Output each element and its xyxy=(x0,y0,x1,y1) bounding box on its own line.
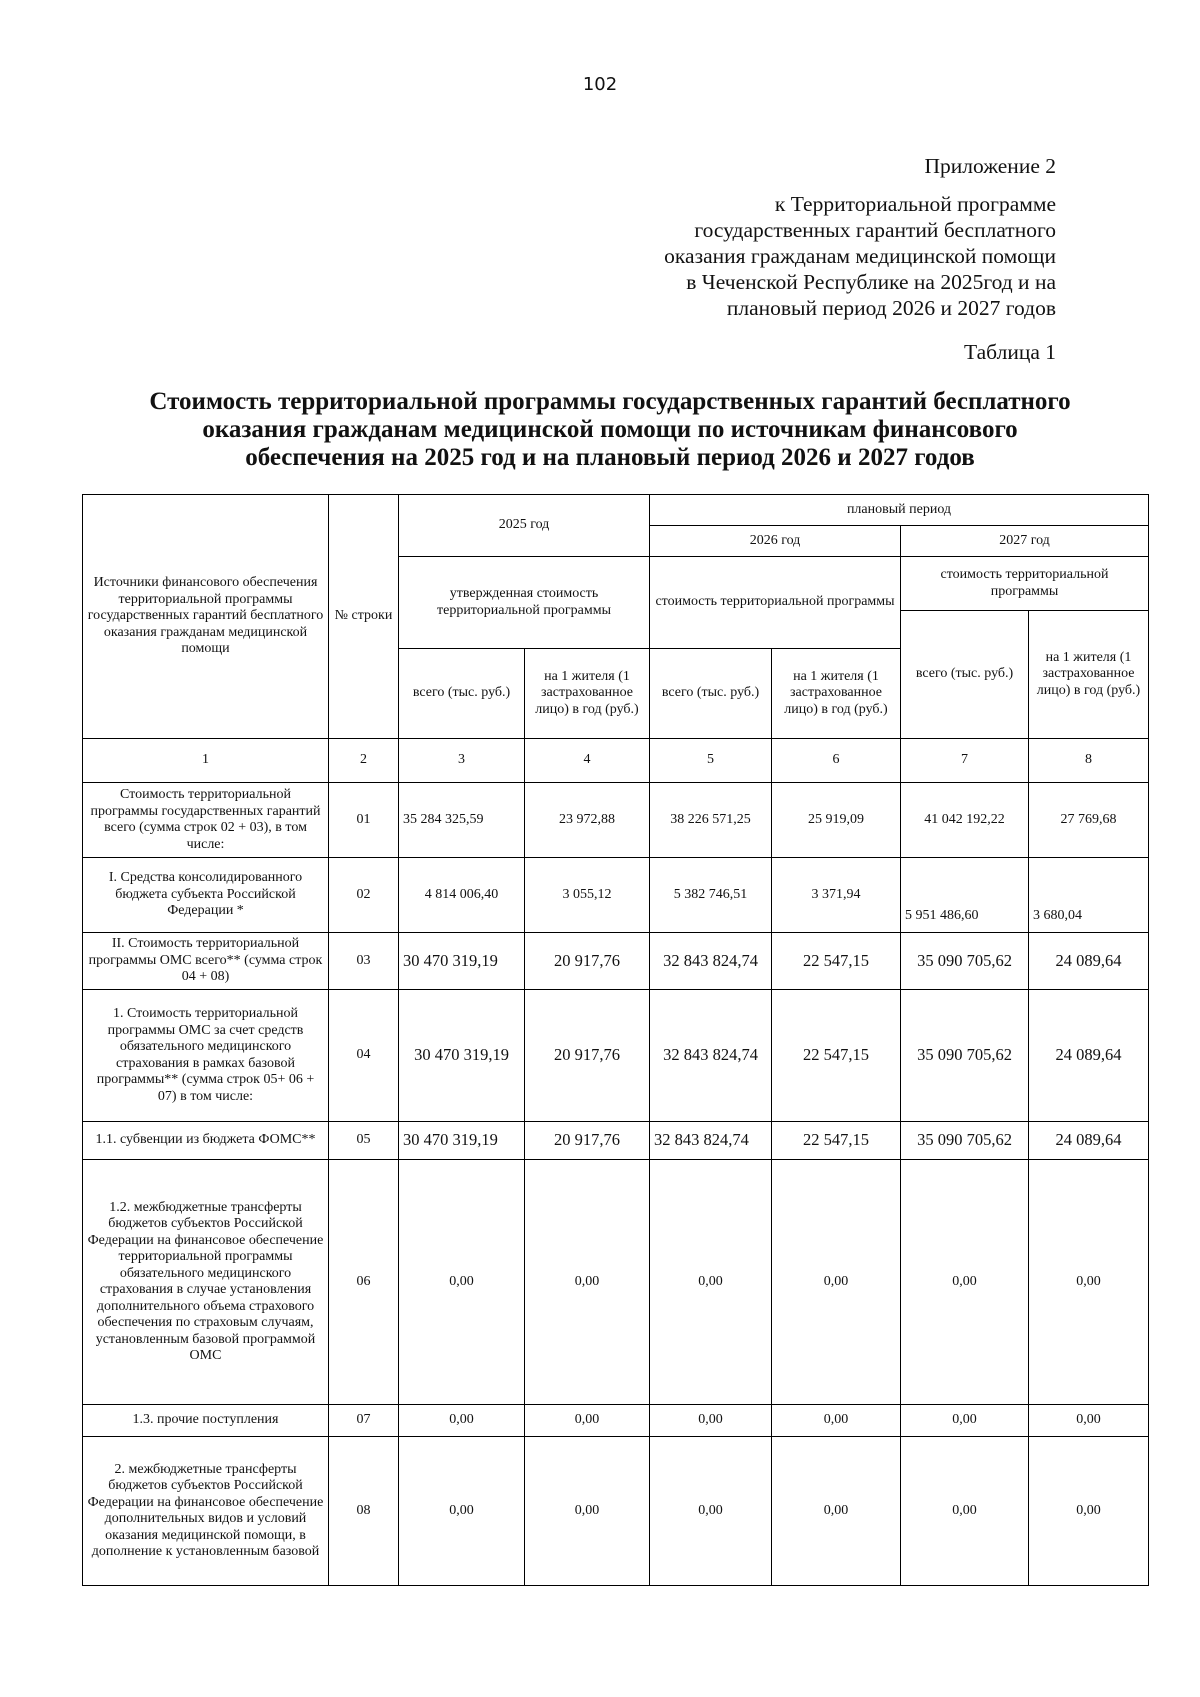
cell-value: 22 547,15 xyxy=(772,990,901,1122)
row-number: 02 xyxy=(329,858,399,933)
row-number: 08 xyxy=(329,1437,399,1586)
cell-value: 3 371,94 xyxy=(772,858,901,933)
header-row-no: № строки xyxy=(329,495,399,739)
cell-value: 22 547,15 xyxy=(772,933,901,990)
page-number: 102 xyxy=(582,74,618,95)
header-year-2025: 2025 год xyxy=(399,495,650,557)
cell-value: 35 284 325,59 xyxy=(399,783,525,858)
cell-value: 0,00 xyxy=(772,1160,901,1405)
title-line: оказания гражданам медицинской помощи по источникам финансового xyxy=(202,416,1018,443)
row-label: II. Стоимость территориальной программы ОМС всего** (сумма строк 04 + 08) xyxy=(83,933,329,990)
table-row xyxy=(83,1160,1149,1405)
header-source: Источники финансового обеспечения территориальной программы государственных гарантий бесплатного оказания гражданам медицинской помощи xyxy=(83,495,329,739)
table-row xyxy=(83,990,1149,1122)
cell-value: 20 917,76 xyxy=(525,933,650,990)
cell-value: 35 090 705,62 xyxy=(901,933,1029,990)
cell-value: 30 470 319,19 xyxy=(399,1122,525,1160)
row-number: 07 xyxy=(329,1405,399,1437)
cell-value: 0,00 xyxy=(1029,1405,1149,1437)
cell-value: 0,00 xyxy=(650,1405,772,1437)
column-number: 5 xyxy=(650,739,772,783)
cell-value: 30 470 319,19 xyxy=(399,990,525,1122)
table-row xyxy=(83,783,1149,858)
row-label: 1.1. субвенции из бюджета ФОМС** xyxy=(83,1122,329,1160)
title-line: Стоимость территориальной программы государственных гарантий бесплатного xyxy=(149,388,1071,415)
header-per-8: на 1 жителя (1 застрахованное лицо) в год (руб.) xyxy=(1029,611,1149,739)
cell-value: 0,00 xyxy=(399,1160,525,1405)
cell-value: 20 917,76 xyxy=(525,1122,650,1160)
header-cost-2027: стоимость территориальной программы xyxy=(901,557,1149,611)
appendix-line: государственных гарантий бесплатного xyxy=(694,218,1056,242)
appendix-title: Приложение 2 xyxy=(924,154,1056,178)
cell-value: 35 090 705,62 xyxy=(901,990,1029,1122)
cell-value: 24 089,64 xyxy=(1029,1122,1149,1160)
header-total-5: всего (тыс. руб.) xyxy=(650,649,772,739)
cell-value: 3 680,04 xyxy=(1029,858,1149,933)
cell-value: 0,00 xyxy=(650,1437,772,1586)
appendix-line: в Чеченской Республике на 2025год и на xyxy=(686,270,1056,294)
table-row xyxy=(83,1437,1149,1586)
cell-value: 0,00 xyxy=(772,1437,901,1586)
table-row xyxy=(83,1122,1149,1160)
cell-value: 4 814 006,40 xyxy=(399,858,525,933)
title-line: обеспечения на 2025 год и на плановый период 2026 и 2027 годов xyxy=(245,444,975,471)
row-label: Стоимость территориальной программы государственных гарантий всего (сумма строк 02 + 03), в том числе: xyxy=(83,783,329,858)
table-label: Таблица 1 xyxy=(964,340,1056,364)
header-total-7: всего (тыс. руб.) xyxy=(901,611,1029,739)
row-label: 2. межбюджетные трансферты бюджетов субъектов Российской Федерации на финансовое обеспечение дополнительных видов и условий оказания медицинской помощи, в дополнение к установленным базовой xyxy=(83,1437,329,1586)
cell-value: 30 470 319,19 xyxy=(399,933,525,990)
row-label: I. Средства консолидированного бюджета субъекта Российской Федерации * xyxy=(83,858,329,933)
cell-value: 24 089,64 xyxy=(1029,990,1149,1122)
column-number: 7 xyxy=(901,739,1029,783)
cell-value: 35 090 705,62 xyxy=(901,1122,1029,1160)
cell-value: 0,00 xyxy=(399,1405,525,1437)
cell-value: 0,00 xyxy=(525,1405,650,1437)
document-title xyxy=(80,388,1140,472)
cell-value: 0,00 xyxy=(901,1405,1029,1437)
row-number: 05 xyxy=(329,1122,399,1160)
cell-value: 32 843 824,74 xyxy=(650,933,772,990)
cell-value: 0,00 xyxy=(901,1437,1029,1586)
appendix-line: плановый период 2026 и 2027 годов xyxy=(726,296,1056,320)
row-number: 03 xyxy=(329,933,399,990)
cell-value: 38 226 571,25 xyxy=(650,783,772,858)
cell-value: 0,00 xyxy=(772,1405,901,1437)
table-row xyxy=(83,933,1149,990)
cell-value: 0,00 xyxy=(525,1160,650,1405)
column-number: 4 xyxy=(525,739,650,783)
header-approved-cost: утвержденная стоимость территориальной программы xyxy=(399,557,650,649)
row-label: 1.3. прочие поступления xyxy=(83,1405,329,1437)
header-planned-period: плановый период xyxy=(650,495,1149,526)
appendix-line: оказания гражданам медицинской помощи xyxy=(664,244,1056,268)
cell-value: 20 917,76 xyxy=(525,990,650,1122)
cell-value: 3 055,12 xyxy=(525,858,650,933)
header-cost-2026: стоимость территориальной программы xyxy=(650,557,901,649)
column-number: 2 xyxy=(329,739,399,783)
cell-value: 0,00 xyxy=(901,1160,1029,1405)
column-number: 3 xyxy=(399,739,525,783)
cell-value: 0,00 xyxy=(1029,1160,1149,1405)
cell-value: 0,00 xyxy=(399,1437,525,1586)
cell-value: 27 769,68 xyxy=(1029,783,1149,858)
cell-value: 41 042 192,22 xyxy=(901,783,1029,858)
header-per-4: на 1 жителя (1 застрахованное лицо) в год (руб.) xyxy=(525,649,650,739)
column-number-row xyxy=(83,739,1149,783)
cell-value: 22 547,15 xyxy=(772,1122,901,1160)
cell-value: 0,00 xyxy=(1029,1437,1149,1586)
row-number: 06 xyxy=(329,1160,399,1405)
row-label: 1. Стоимость территориальной программы ОМС за счет средств обязательного медицинского страхования в рамках базовой программы** (сумма строк 05+ 06 + 07) в том числе: xyxy=(83,990,329,1122)
cell-value: 24 089,64 xyxy=(1029,933,1149,990)
cell-value: 0,00 xyxy=(525,1437,650,1586)
cell-value: 25 919,09 xyxy=(772,783,901,858)
cell-value: 0,00 xyxy=(650,1160,772,1405)
appendix-line: к Территориальной программе xyxy=(774,192,1056,216)
row-number: 01 xyxy=(329,783,399,858)
appendix-subtitle xyxy=(664,191,1056,321)
cell-value: 23 972,88 xyxy=(525,783,650,858)
column-number: 1 xyxy=(83,739,329,783)
cell-value: 32 843 824,74 xyxy=(650,1122,772,1160)
row-label: 1.2. межбюджетные трансферты бюджетов субъектов Российской Федерации на финансовое обеспечение территориальной программы обязательного медицинского страхования в случае установления дополнительного объема страхового обеспечения по страховым случаям, установленным базовой программой ОМС xyxy=(83,1160,329,1405)
table-row xyxy=(83,858,1149,933)
header-per-6: на 1 жителя (1 застрахованное лицо) в год (руб.) xyxy=(772,649,901,739)
row-number: 04 xyxy=(329,990,399,1122)
cost-table xyxy=(82,494,1149,1586)
column-number: 8 xyxy=(1029,739,1149,783)
cell-value: 5 951 486,60 xyxy=(901,858,1029,933)
cell-value: 5 382 746,51 xyxy=(650,858,772,933)
cell-value: 32 843 824,74 xyxy=(650,990,772,1122)
table-row xyxy=(83,1405,1149,1437)
header-year-2026: 2026 год xyxy=(650,526,901,557)
header-total-3: всего (тыс. руб.) xyxy=(399,649,525,739)
column-number: 6 xyxy=(772,739,901,783)
header-year-2027: 2027 год xyxy=(901,526,1149,557)
